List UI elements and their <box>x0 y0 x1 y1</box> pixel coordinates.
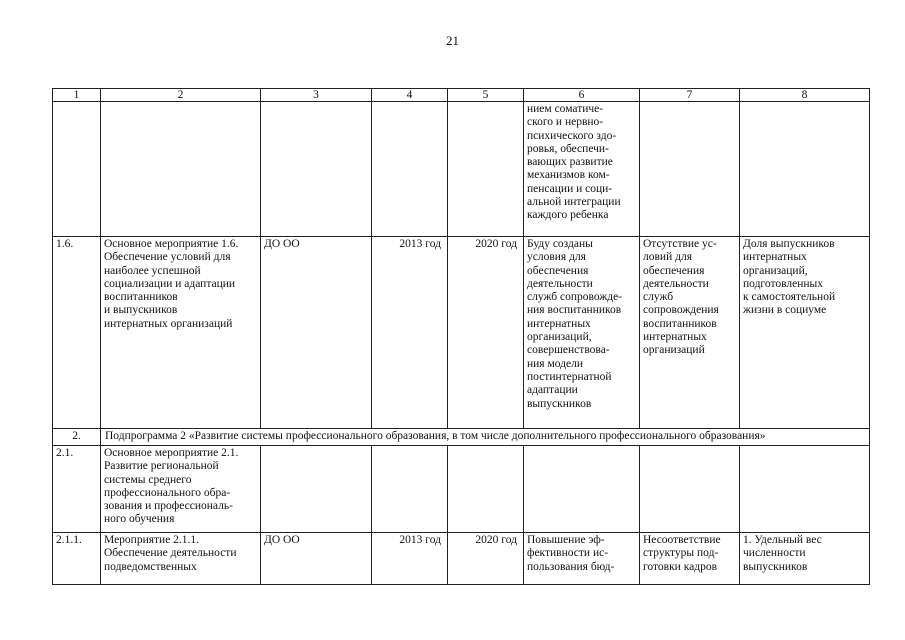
end-year: 2020 год <box>448 237 524 429</box>
consequence-cell: Отсутствие ус- ловий для обеспечения деятельности служб сопровождения воспитанников интернатных организаций <box>640 237 740 429</box>
table-cell <box>448 102 524 237</box>
table-row-continuation <box>53 102 870 237</box>
column-number: 6 <box>524 89 640 102</box>
expected-result-cell: Повышение эф- фективности ис- пользования бюд- <box>524 533 640 585</box>
item-number: 2.1. <box>53 446 101 533</box>
table-row-subprogram-2 <box>53 429 870 446</box>
column-number: 5 <box>448 89 524 102</box>
activity-name: Основное мероприятие 2.1. Развитие региональной системы среднего профессионального обра- зования и профессиональ- ного обучения <box>101 446 261 533</box>
table-cell <box>640 446 740 533</box>
start-year: 2013 год <box>372 533 448 585</box>
table-cell <box>372 102 448 237</box>
column-number: 7 <box>640 89 740 102</box>
table-cell <box>53 102 101 237</box>
activity-name: Основное мероприятие 1.6. Обеспечение условий для наиболее успешной социализации и адаптации воспитанников и выпускников интернатных организаций <box>101 237 261 429</box>
activities-table <box>52 88 870 585</box>
indicator-cell: Доля выпускников интернатных организаций, подготовленных к самостоятельной жизни в социуме <box>740 237 870 429</box>
table-cell <box>101 102 261 237</box>
column-number: 3 <box>261 89 372 102</box>
column-number-row <box>53 89 870 102</box>
item-number: 2. <box>53 429 101 446</box>
table-cell <box>740 102 870 237</box>
column-number: 8 <box>740 89 870 102</box>
page-number: 21 <box>446 33 459 48</box>
table-cell <box>640 102 740 237</box>
column-number: 4 <box>372 89 448 102</box>
start-year: 2013 год <box>372 237 448 429</box>
activity-name: Мероприятие 2.1.1. Обеспечение деятельности подведомственных <box>101 533 261 585</box>
column-number: 1 <box>53 89 101 102</box>
table-cell <box>372 446 448 533</box>
table-row-1-6 <box>53 237 870 429</box>
indicator-cell: 1. Удельный вес численности выпускников <box>740 533 870 585</box>
expected-result-cell: Буду созданы условия для обеспечения деятельности служб сопровожде- ния воспитанников интернатных организаций, совершенствова- ния модели постинтернатной адаптации выпускников <box>524 237 640 429</box>
item-number: 2.1.1. <box>53 533 101 585</box>
executor: ДО ОО <box>261 237 372 429</box>
column-number: 2 <box>101 89 261 102</box>
table-cell <box>740 446 870 533</box>
expected-result-cell: нием соматиче- ского и нервно- психического здо- ровья, обеспечи- вающих развитие механизмов ком- пенсации и соци- альной интеграции каждого ребенка <box>524 102 640 237</box>
table-row-2-1-1 <box>53 533 870 585</box>
consequence-cell: Несоответствие структуры под- готовки кадров <box>640 533 740 585</box>
executor: ДО ОО <box>261 533 372 585</box>
table-cell <box>448 446 524 533</box>
item-number: 1.6. <box>53 237 101 429</box>
table-cell <box>524 446 640 533</box>
subprogram-title: Подпрограмма 2 «Развитие системы профессионального образования, в том числе дополнительного профессионального образования» <box>101 429 870 446</box>
table-cell <box>261 102 372 237</box>
end-year: 2020 год <box>448 533 524 585</box>
table-cell <box>261 446 372 533</box>
table-row-2-1 <box>53 446 870 533</box>
